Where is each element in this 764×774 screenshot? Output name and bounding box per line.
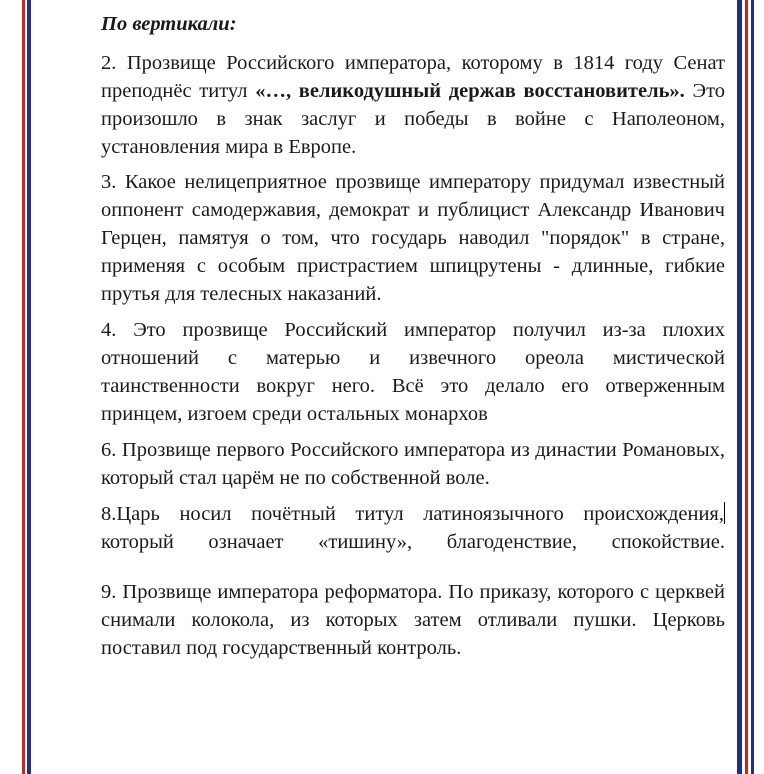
clue-6: 6. Прозвище первого Российского императора из династии Романовых, который стал царём не по собственной воле. <box>101 439 725 489</box>
border-line-red-right <box>745 0 748 774</box>
clue-3: 3. Какое нелицеприятное прозвище императору придумал известный оппонент самодержавия, демократ и публицист Александр Иванович Герцен, памятуя о том, что государь наводил "порядок" в стране, применяя с особым пристрастием шпицрутены - длинные, гибкие прутья для телесных наказаний. <box>101 171 725 305</box>
clue-2 <box>101 49 725 161</box>
border-line-red-left <box>22 0 25 774</box>
clue-2-bold-title: «…, великодушный держав восстановитель». <box>255 80 685 102</box>
clue-8 <box>101 500 725 556</box>
text-cursor <box>724 502 725 524</box>
clue-9: 9. Прозвище императора реформатора. По приказу, которого с церквей снимали колокола, из которых затем отливали пушки. Церковь поставил под государственный контроль. <box>101 581 725 659</box>
section-heading: По вертикали: <box>101 13 237 35</box>
clue-8-text-after: который означает «тишину», благоденствие, спокойствие. <box>101 531 725 553</box>
clue-4: 4. Это прозвище Российский император получил из-за плохих отношений с матерью и извечного ореола мистической таинственности вокруг него. Всё это делало его отверженным принцем, изгоем среди остальных монархов <box>101 319 725 425</box>
border-line-blue-right-outer <box>751 0 754 774</box>
text-content[interactable] <box>101 8 725 662</box>
border-line-blue-left <box>27 0 31 774</box>
clue-8-text-before: 8.Царь носил почётный титул латиноязычного происхождения, <box>101 503 724 525</box>
clue-2-text-after: Это произошло в знак заслуг и победы в войне с Наполеоном, установления мира в Европе. <box>101 80 726 158</box>
clue-2-text-before: 2. Прозвище Российского императора, которому в 1814 году Сенат преподнёс титул <box>101 52 725 102</box>
border-line-blue-right <box>737 0 742 774</box>
